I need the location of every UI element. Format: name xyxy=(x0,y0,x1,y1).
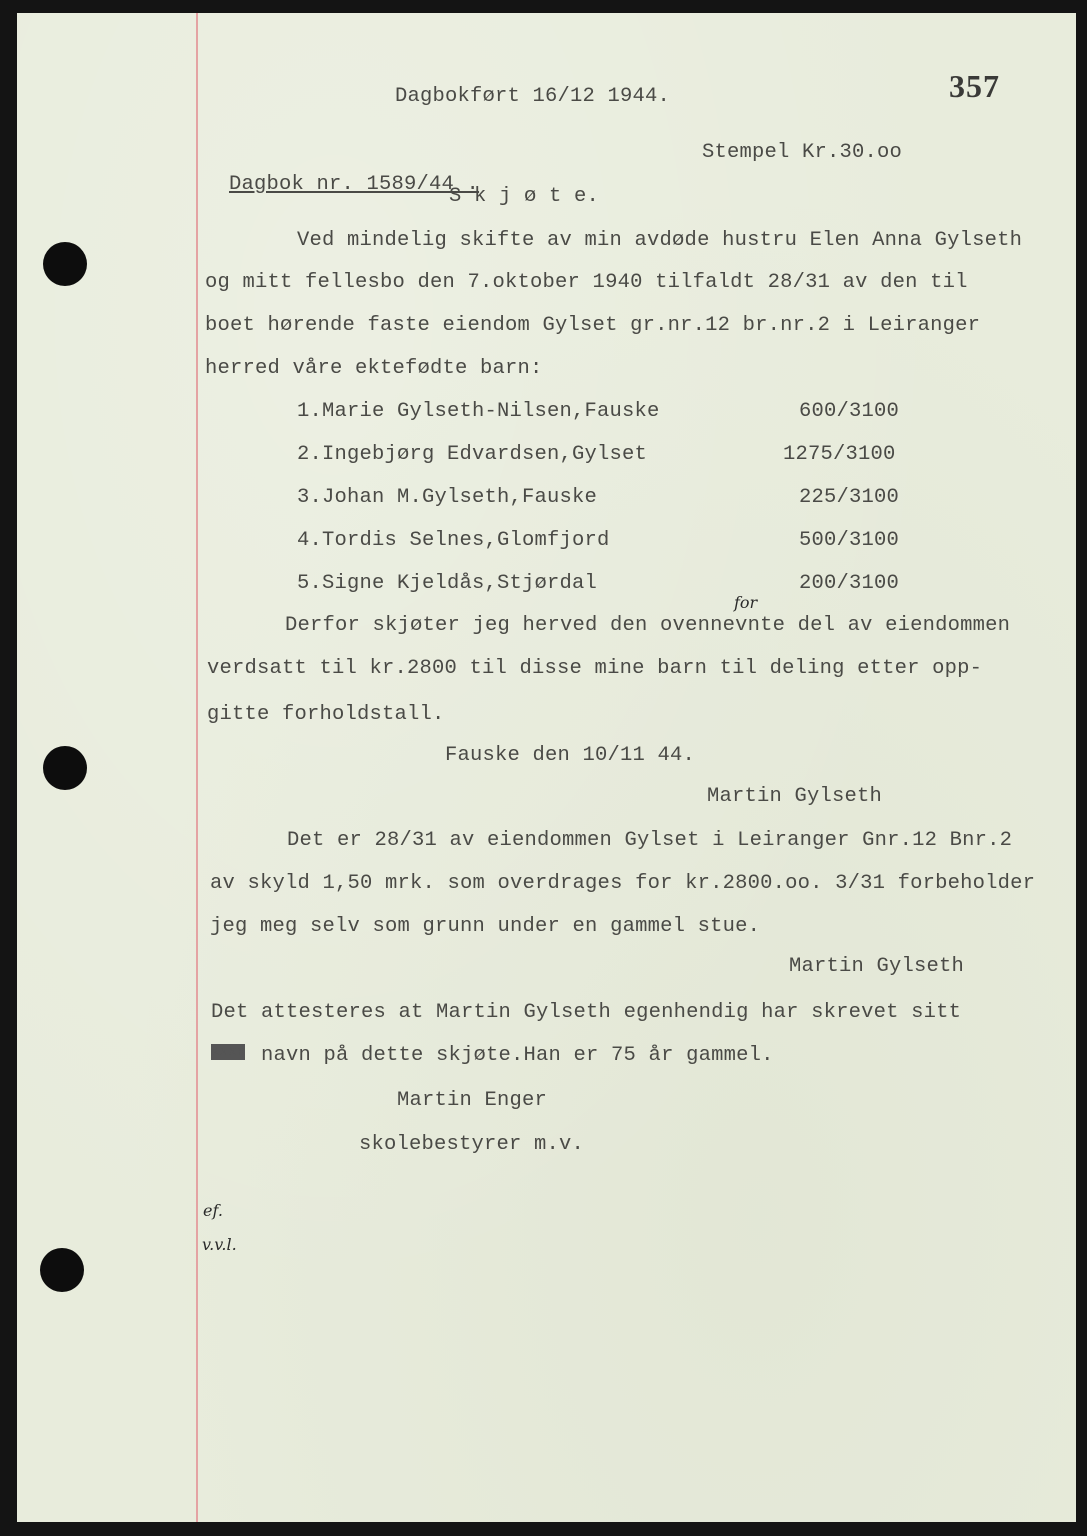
marginalia-line1: ef. xyxy=(203,1201,223,1220)
heir-share: 1275/3100 xyxy=(783,443,896,466)
para2-line3: gitte forholdstall. xyxy=(207,703,445,726)
witness-name: Martin Enger xyxy=(397,1089,548,1112)
handwritten-insert: for xyxy=(734,593,758,612)
para2-line1: Derfor skjøter jeg herved den ovennevnte del av eiendommen xyxy=(285,614,1011,637)
para2-line2: verdsatt til kr.2800 til disse mine barn til deling etter opp- xyxy=(207,657,983,680)
heir-name: 1.Marie Gylseth-Nilsen,Fauske xyxy=(297,400,660,423)
heir-name: 5.Signe Kjeldås,Stjørdal xyxy=(297,572,598,595)
para1-line1: Ved mindelig skifte av min avdøde hustru Elen Anna Gylseth xyxy=(297,229,1023,252)
place-date: Fauske den 10/11 44. xyxy=(445,744,696,767)
para1-line3: boet hørende faste eiendom Gylset gr.nr.12 br.nr.2 i Leiranger xyxy=(205,314,981,337)
attest-line2: navn på dette skjøte.Han er 75 år gammel. xyxy=(261,1044,774,1067)
para3-line2: av skyld 1,50 mrk. som overdrages for kr.2800.oo. 3/31 forbeholder xyxy=(210,872,1036,895)
punch-hole-top xyxy=(43,242,87,286)
punch-hole-bottom xyxy=(40,1248,84,1292)
margin-line xyxy=(196,13,198,1522)
heir-share: 600/3100 xyxy=(799,400,900,423)
attest-line1: Det attesteres at Martin Gylseth egenhendig har skrevet sitt xyxy=(211,1001,962,1024)
para1-line2: og mitt fellesbo den 7.oktober 1940 tilfaldt 28/31 av den til xyxy=(205,271,968,294)
para1-line4: herred våre ektefødte barn: xyxy=(205,357,543,380)
heir-share: 500/3100 xyxy=(799,529,900,552)
dagbok-number: Dagbok nr. 1589/44 . xyxy=(229,173,480,196)
punch-hole-middle xyxy=(43,746,87,790)
page-number: 357 xyxy=(949,68,1000,104)
document-title: S k j ø t e. xyxy=(449,185,600,208)
stempel-fee: Stempel Kr.30.oo xyxy=(702,141,903,164)
document-page xyxy=(17,13,1076,1522)
heir-name: 2.Ingebjørg Edvardsen,Gylset xyxy=(297,443,648,466)
struck-out-text: xxxx xyxy=(211,1044,246,1060)
heir-share: 225/3100 xyxy=(799,486,900,509)
marginalia-line2: v.v.l. xyxy=(202,1235,237,1254)
heir-name: 4.Tordis Selnes,Glomfjord xyxy=(297,529,610,552)
signature-1: Martin Gylseth xyxy=(707,785,883,808)
signature-2: Martin Gylseth xyxy=(789,955,965,978)
para3-line3: jeg meg selv som grunn under en gammel stue. xyxy=(210,915,761,938)
para3-line1: Det er 28/31 av eiendommen Gylset i Leiranger Gnr.12 Bnr.2 xyxy=(287,829,1013,852)
heir-name: 3.Johan M.Gylseth,Fauske xyxy=(297,486,598,509)
dagbokfort-stamp: Dagbokført 16/12 1944. xyxy=(395,85,671,108)
witness-title: skolebestyrer m.v. xyxy=(359,1133,585,1156)
heir-share: 200/3100 xyxy=(799,572,900,595)
